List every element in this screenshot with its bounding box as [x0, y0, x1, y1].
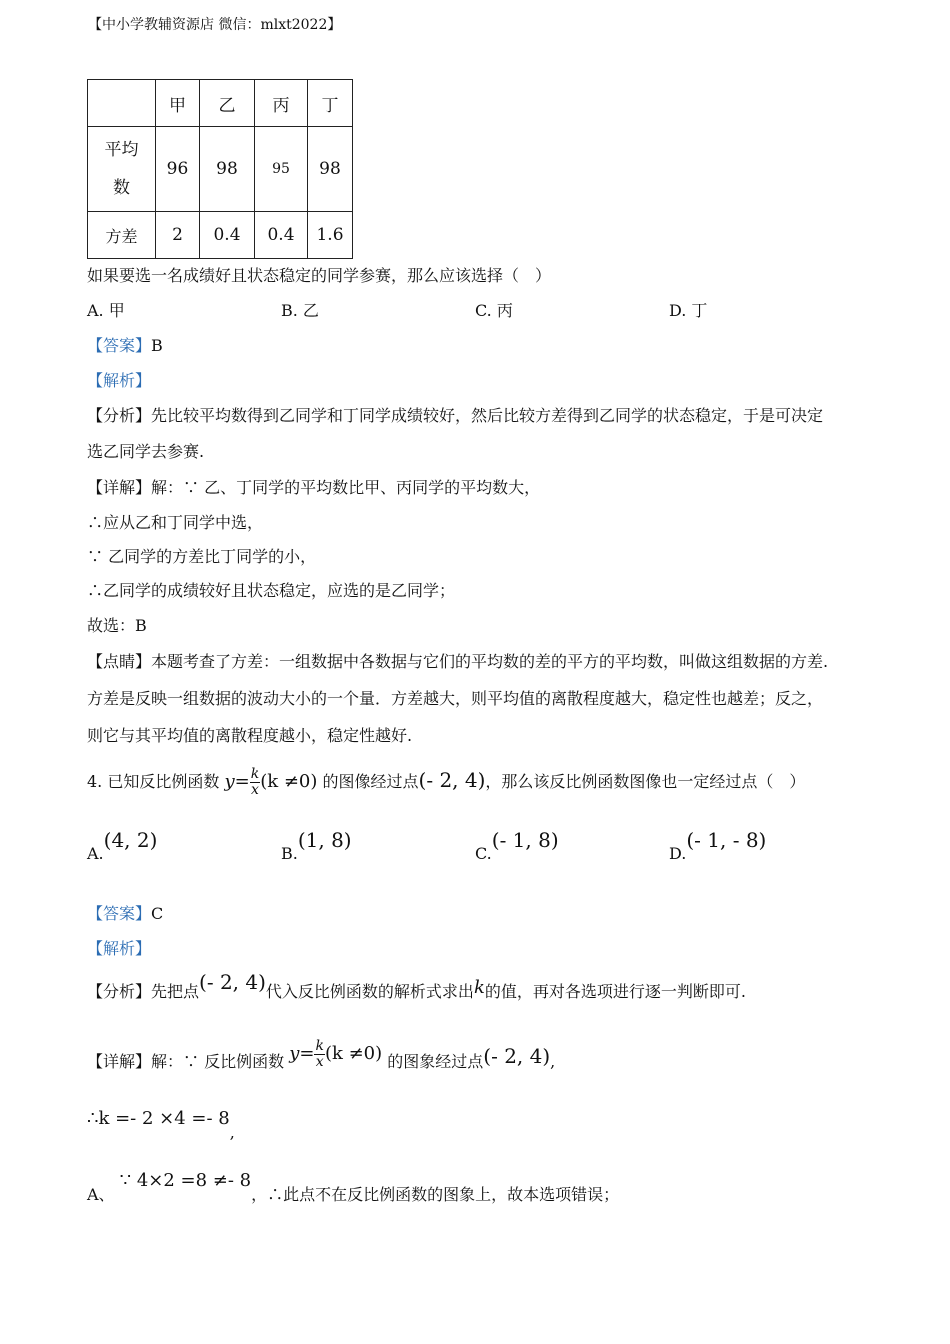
func-fraction	[250, 767, 260, 798]
xiangjie-function	[289, 1037, 383, 1070]
answer-tag: 【答案】	[87, 904, 152, 923]
func-num: k	[315, 1037, 324, 1054]
q4-stem-pre: 4. 已知反比例函数	[87, 772, 220, 791]
func-y: y	[224, 771, 235, 792]
q3-fenxi	[87, 403, 823, 426]
xiangjie-point: (- 2, 4)	[483, 1044, 551, 1068]
row-label	[88, 127, 156, 212]
a-calc: ∵ 4×2 =8 ≠- 8	[119, 1170, 252, 1191]
q3-dianjing-cont: 则它与其平均值的离散程度越小，稳定性越好.	[87, 726, 413, 745]
func-y: y	[289, 1043, 300, 1064]
table-cell: 0.4	[255, 212, 308, 259]
option-label: A.	[87, 844, 104, 863]
fenxi-pre: 先把点	[151, 982, 200, 1001]
answer-tag: 【答案】	[87, 336, 152, 355]
q4-option-a	[87, 828, 158, 864]
q4-option-b	[281, 828, 352, 864]
table-cell: 2	[156, 212, 200, 259]
row-label: 方差	[88, 212, 156, 259]
q3-option-a: A. 甲	[87, 301, 125, 320]
xiangjie-text: 解：∵ 乙、丁同学的平均数比甲、丙同学的平均数大，	[151, 478, 541, 497]
option-value: (4, 2)	[103, 828, 158, 852]
page-header: 【中小学教辅资源店 微信：mlxt2022】	[88, 17, 342, 33]
q4-stem-post: ，那么该反比例函数图像也一定经过点（ ）	[485, 772, 806, 791]
func-eq: =	[234, 771, 250, 792]
table-cell: 95	[255, 127, 308, 212]
q3-fenxi-cont: 选乙同学去参赛.	[87, 442, 205, 461]
q4-option-c	[475, 828, 559, 864]
table-cell: 96	[156, 127, 200, 212]
q4-function	[224, 765, 318, 798]
q4-k-calc	[87, 1108, 235, 1142]
q4-a-analysis	[87, 1170, 619, 1220]
q3-step: ∴应从乙和丁同学中选，	[87, 513, 264, 532]
table-header-row	[88, 80, 353, 127]
table-row	[88, 127, 353, 212]
q3-dianjing	[87, 649, 828, 672]
fenxi-k: k	[473, 977, 485, 998]
option-label: C.	[475, 844, 492, 863]
answer-value: B	[151, 336, 163, 355]
q3-step: 故选：B	[87, 616, 147, 635]
func-den: x	[315, 1053, 324, 1070]
table-header-cell	[88, 80, 156, 127]
option-value: (- 1, - 8)	[686, 828, 767, 852]
xiangjie-pre: 解：∵ 反比例函数	[151, 1052, 285, 1071]
q4-option-d	[669, 828, 767, 864]
table-cell: 1.6	[308, 212, 353, 259]
q3-analysis-tag: 【解析】	[87, 371, 152, 390]
q3-xiangjie	[87, 475, 540, 498]
fenxi-post: 的值，再对各选项进行逐一判断即可.	[484, 982, 746, 1001]
q3-step: ∴乙同学的成绩较好且状态稳定，应选的是乙同学；	[87, 581, 456, 600]
table-row	[88, 212, 353, 259]
func-cond: (k ≠0)	[260, 771, 318, 792]
q4-answer	[87, 901, 163, 924]
option-value: (1, 8)	[297, 828, 352, 852]
option-label: B.	[281, 844, 298, 863]
dianjing-text: 本题考查了方差：一组数据中各数据与它们的平均数的差的平方的平均数，叫做这组数据的方差.	[151, 652, 829, 671]
a-therefore: ，∴	[251, 1185, 284, 1204]
q3-option-c: C. 丙	[475, 301, 513, 320]
q3-option-d: D. 丁	[669, 301, 708, 320]
func-den: x	[251, 781, 259, 798]
row-label-line: 数	[113, 178, 130, 198]
q4-point: (- 2, 4)	[418, 768, 486, 792]
q3-dianjing-cont: 方差是反映一组数据的波动大小的一个量．方差越大，则平均值的离散程度越大，稳定性也越差；反之，	[87, 689, 824, 708]
func-fraction	[314, 1039, 324, 1070]
k-calc-end: ,	[229, 1123, 235, 1142]
xiangjie-end: ,	[550, 1052, 556, 1071]
table-header-cell: 乙	[200, 80, 255, 127]
table-header-cell: 丙	[255, 80, 308, 127]
fenxi-tag: 【分析】	[87, 406, 152, 425]
k-calc-expr: ∴k =- 2 ×4 =- 8	[87, 1108, 230, 1129]
answer-value: C	[151, 904, 164, 923]
fenxi-tag: 【分析】	[87, 982, 152, 1001]
row-label-line: 平均	[104, 140, 139, 160]
q4-fenxi	[87, 970, 746, 1012]
option-label: D.	[669, 844, 687, 863]
fenxi-mid: 代入反比例函数的解析式求出	[265, 982, 474, 1001]
q4-stem-mid: 的图像经过点	[322, 772, 419, 791]
table-cell: 98	[308, 127, 353, 212]
xiangjie-mid: 的图象经过点	[387, 1052, 484, 1071]
q4-stem	[87, 760, 805, 802]
fenxi-text: 先比较平均数得到乙同学和丁同学成绩较好，然后比较方差得到乙同学的状态稳定，于是可决定	[151, 406, 824, 425]
q3-question: 如果要选一名成绩好且状态稳定的同学参赛，那么应该选择（ ）	[87, 266, 552, 285]
table-cell: 0.4	[200, 212, 255, 259]
q4-analysis-tag: 【解析】	[87, 939, 152, 958]
dianjing-tag: 【点睛】	[87, 652, 152, 671]
q3-answer	[87, 333, 163, 356]
table-header-cell: 甲	[156, 80, 200, 127]
func-eq: =	[299, 1043, 315, 1064]
q3-step: ∵ 乙同学的方差比丁同学的小，	[87, 547, 317, 566]
xiangjie-tag: 【详解】	[87, 478, 152, 497]
q3-option-b: B. 乙	[281, 301, 319, 320]
fenxi-point: (- 2, 4)	[199, 970, 266, 994]
stats-table	[87, 79, 353, 259]
xiangjie-tag: 【详解】	[87, 1052, 152, 1071]
func-cond: (k ≠0)	[324, 1043, 383, 1064]
a-text: 此点不在反比例函数的图象上，故本选项错误；	[283, 1185, 620, 1204]
q4-xiangjie	[87, 1035, 555, 1087]
option-value: (- 1, 8)	[491, 828, 559, 852]
func-num: k	[250, 765, 260, 782]
table-header-cell: 丁	[308, 80, 353, 127]
a-label: A、	[87, 1185, 115, 1204]
table-cell: 98	[200, 127, 255, 212]
